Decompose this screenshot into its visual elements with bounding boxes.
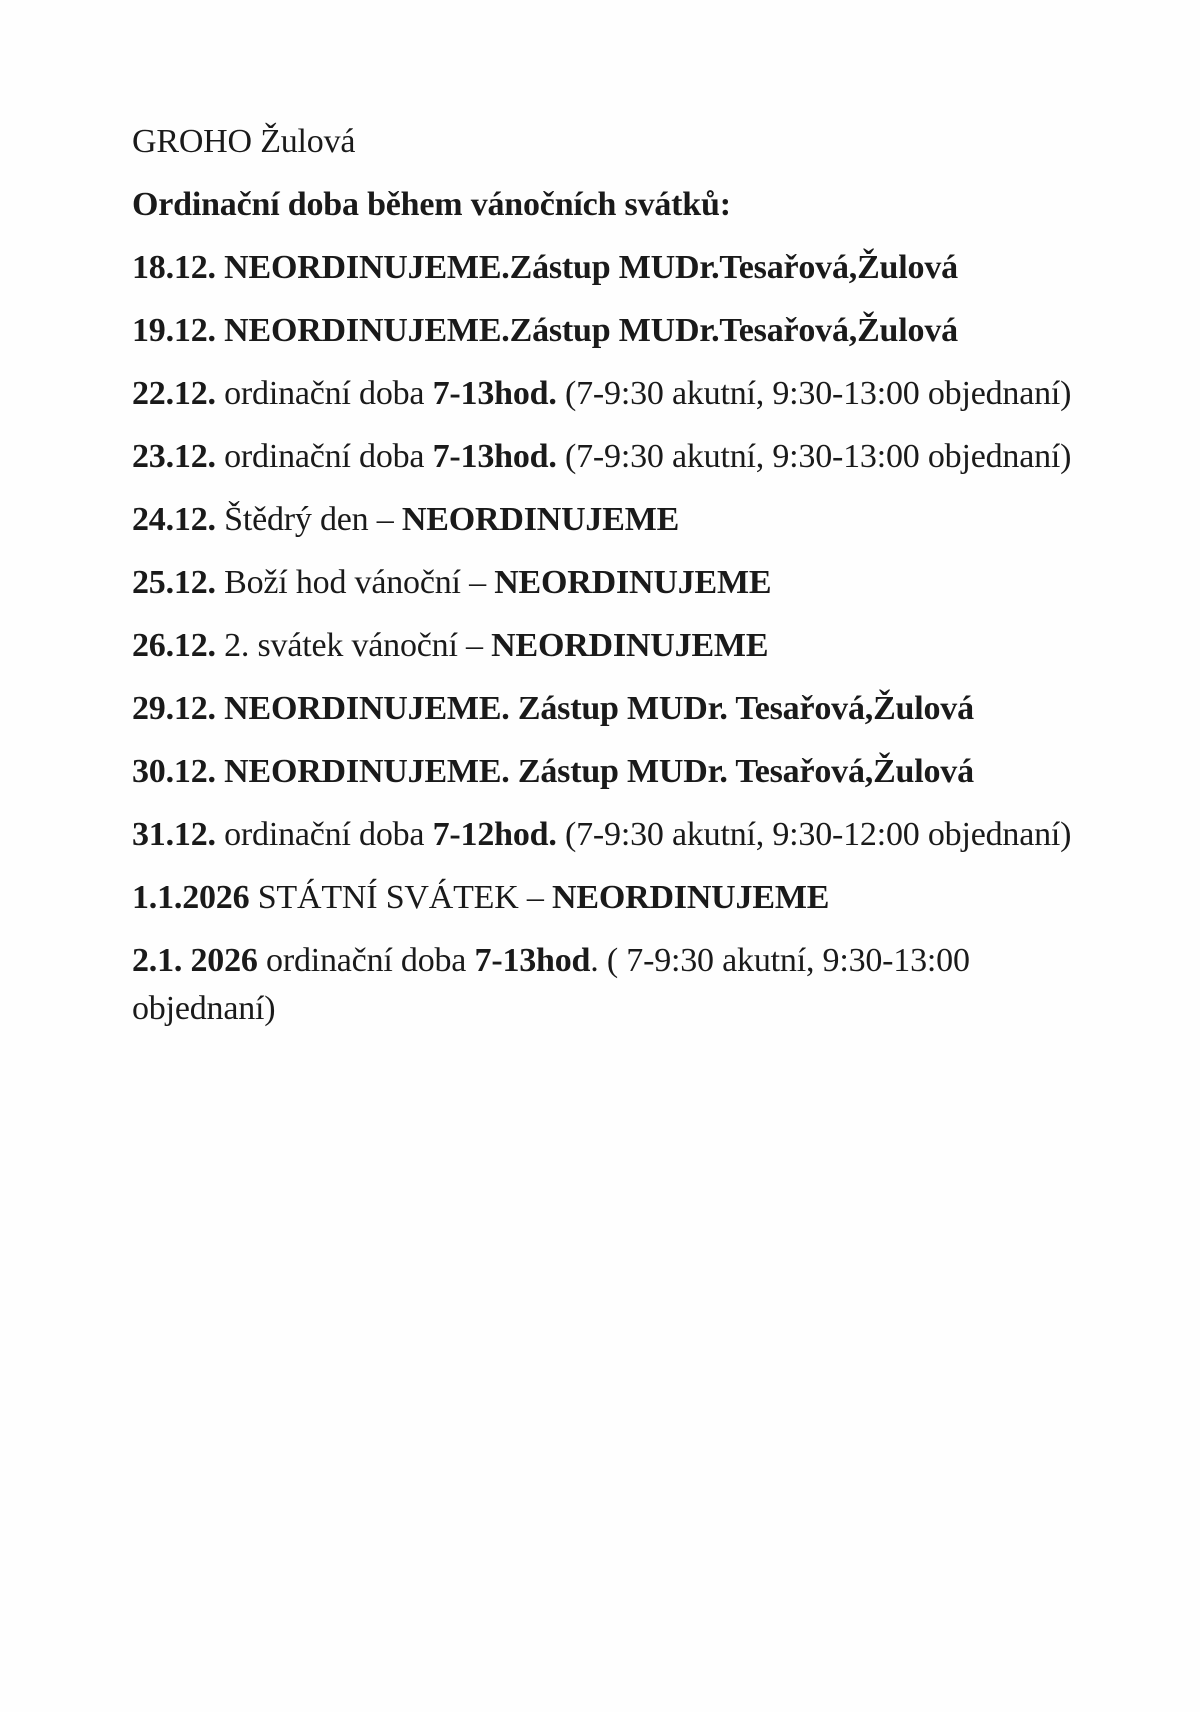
entry-text: NEORDINUJEME. Zástup MUDr. Tesařová,Žulová xyxy=(224,690,974,727)
entry-status: NEORDINUJEME xyxy=(552,879,830,916)
entry-date: 22.12. xyxy=(132,375,216,412)
entry-text: ordinační doba xyxy=(224,375,425,412)
entry-date: 25.12. xyxy=(132,564,216,601)
entry-text: NEORDINUJEME. Zástup MUDr. Tesařová,Žulová xyxy=(224,753,974,790)
entry-text: 2. svátek vánoční – xyxy=(224,627,483,664)
entry-date: 31.12. xyxy=(132,816,216,853)
schedule-entry-01-01-2026 xyxy=(132,874,1092,922)
entry-date: 2.1. 2026 xyxy=(132,942,258,979)
schedule-entry-23-12 xyxy=(132,433,1092,481)
entry-text: ordinační doba xyxy=(266,942,467,979)
document-subtitle: Ordinační doba během vánočních svátků: xyxy=(132,186,731,223)
schedule-entry-19-12 xyxy=(132,307,1092,355)
entry-date: 19.12. xyxy=(132,312,216,349)
entry-hours: 7-12hod. xyxy=(432,816,557,853)
schedule-entry-30-12 xyxy=(132,748,1092,796)
schedule-entry-25-12 xyxy=(132,559,1092,607)
schedule-entry-31-12 xyxy=(132,811,1092,859)
entry-text: STÁTNÍ SVÁTEK – xyxy=(257,879,544,916)
entry-date: 24.12. xyxy=(132,501,216,538)
schedule-entry-26-12 xyxy=(132,622,1092,670)
entry-hours: 7-13hod. xyxy=(432,438,557,475)
entry-date: 26.12. xyxy=(132,627,216,664)
entry-text: NEORDINUJEME.Zástup MUDr.Tesařová,Žulová xyxy=(224,249,958,286)
entry-status: NEORDINUJEME xyxy=(491,627,769,664)
entry-text: NEORDINUJEME.Zástup MUDr.Tesařová,Žulová xyxy=(224,312,958,349)
entry-date: 18.12. xyxy=(132,249,216,286)
schedule-entry-18-12 xyxy=(132,244,1092,292)
entry-text: Štědrý den – xyxy=(224,501,394,538)
entry-text: ordinační doba xyxy=(224,816,425,853)
entry-hours: 7-13hod xyxy=(474,942,591,979)
entry-detail: (7-9:30 akutní, 9:30-13:00 objednaní) xyxy=(564,375,1072,412)
entry-text: ordinační doba xyxy=(224,438,425,475)
entry-status: NEORDINUJEME xyxy=(494,564,772,601)
schedule-entry-24-12 xyxy=(132,496,1092,544)
entry-date: 30.12. xyxy=(132,753,216,790)
entry-hours: 7-13hod. xyxy=(432,375,557,412)
schedule-entry-02-01-2026 xyxy=(132,937,1092,1033)
entry-date: 29.12. xyxy=(132,690,216,727)
entry-status: NEORDINUJEME xyxy=(401,501,680,538)
entry-detail: (7-9:30 akutní, 9:30-13:00 objednaní) xyxy=(564,438,1072,475)
schedule-entry-22-12 xyxy=(132,370,1092,418)
document-title: GROHO Žulová xyxy=(132,123,356,160)
entry-date: 23.12. xyxy=(132,438,216,475)
schedule-entry-29-12 xyxy=(132,685,1092,733)
document-content xyxy=(132,118,1092,1048)
entry-detail: (7-9:30 akutní, 9:30-12:00 objednaní) xyxy=(564,816,1072,853)
entry-detail: . ( 7-9:30 akutní, 9:30-13:00 objednaní) xyxy=(132,942,970,1027)
entry-text: Boží hod vánoční – xyxy=(224,564,486,601)
entry-date: 1.1.2026 xyxy=(132,879,250,916)
